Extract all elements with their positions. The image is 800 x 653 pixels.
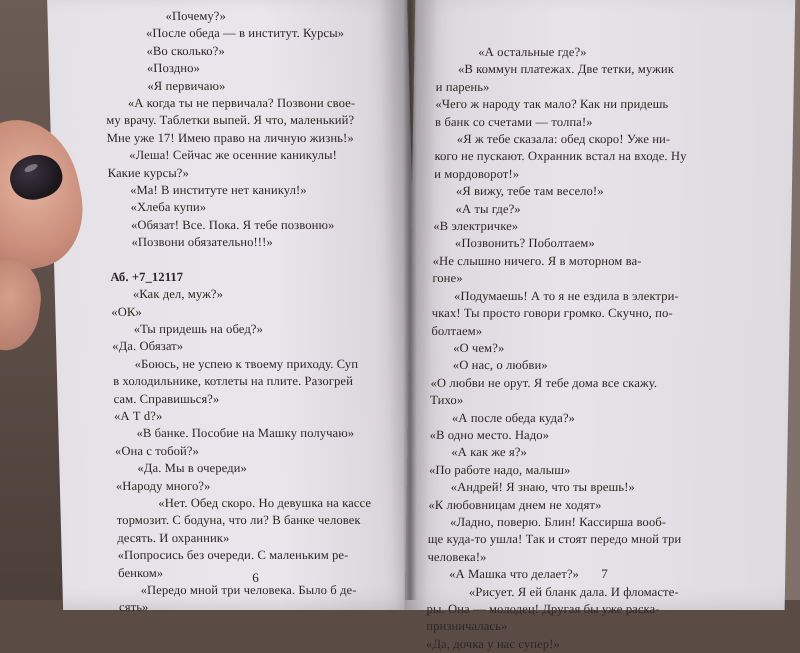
text-line: «Хлеба купи»	[130, 200, 207, 215]
text-line: «Да, дочка у нас супер!»	[425, 636, 561, 651]
text-line: «К любовницам днем не ходят»	[428, 497, 602, 512]
text-line: сам. Справишься?»	[113, 391, 220, 406]
text-line: «О чем?»	[453, 340, 505, 355]
text-line: призничалась»	[426, 619, 508, 634]
text-line: «А когда ты не первичала? Позвони свое-	[127, 96, 356, 111]
text-line: десять. И охранник»	[117, 530, 230, 545]
text-line: Мне уже 17! Имею право на личную жизнь!»	[106, 130, 354, 145]
text-line: «ОК»	[111, 304, 142, 319]
text-line: «Во сколько?»	[146, 43, 226, 58]
text-line: в холодильнике, котлеты на плите. Разогрей	[112, 374, 354, 389]
text-line: «Я первичаю»	[147, 78, 226, 93]
text-line: «Она с тобой?»	[114, 443, 200, 458]
text-line: гоне»	[432, 271, 463, 286]
text-line: «О любви не орут. Я тебе дома все скажу.	[430, 375, 658, 390]
text-line: ры. Она — молодец! Другая бы уже раска-	[426, 602, 660, 616]
right-page-text	[426, 44, 757, 653]
text-line: «А Т d?»	[113, 408, 163, 423]
text-line: «Я вижу, тебе там весело!»	[455, 184, 604, 199]
text-line: «Боюсь, не успею к твоему приходу. Суп	[134, 356, 359, 371]
text-line: кого не пускают. Охранник встал на входе. Ну	[434, 149, 687, 164]
finger	[0, 256, 46, 355]
text-line: «Как дел, муж?»	[132, 287, 224, 302]
text-line: «А ты где?»	[455, 201, 521, 216]
section-heading: Аб. +7_12117	[110, 269, 184, 284]
text-line: чках! Ты просто говори громко. Скучно, по-	[431, 306, 673, 321]
text-line: «Обязат! Все. Пока. Я тебе позвоню»	[130, 217, 335, 232]
text-line: «В банке. Пособие на Машку получаю»	[136, 426, 355, 441]
text-line: «Нет. Обед скоро. Но девушка на кассе	[158, 495, 372, 510]
text-line: тормозит. С бодуна, что ли? В банке человек	[116, 513, 361, 528]
text-line: «В электричке»	[433, 219, 519, 234]
text-line: Тихо»	[430, 393, 464, 408]
text-line: «Почему?»	[165, 9, 227, 23]
text-line: в банк со счетами — толпа!»	[434, 114, 593, 129]
text-line: «Да. Мы в очереди»	[137, 461, 248, 476]
text-line: Какие курсы?»	[107, 165, 190, 180]
left-page	[47, 0, 423, 615]
text-line: «О нас, о любви»	[452, 358, 548, 373]
text-line: болтаем»	[431, 323, 483, 338]
right-page	[405, 0, 796, 651]
text-line: «А после обеда куда?»	[451, 410, 576, 425]
text-line: «Не слышно ничего. Я в моторном ва-	[432, 253, 642, 268]
text-line: и мордоворот!»	[434, 166, 520, 181]
text-line: «В одно место. Надо»	[429, 427, 550, 442]
text-line: «Я ж тебе сказала: обед скоро! Уже ни-	[456, 132, 671, 147]
text-line: «Да. Обязат»	[112, 339, 184, 354]
text-line: «А как же я?»	[451, 445, 528, 460]
text-line: «Попросись без очереди. С маленьким ре-	[117, 548, 349, 563]
text-line: «Чего ж народу так мало? Как ни придешь	[435, 97, 669, 112]
text-line: «После обеда — в институт. Курсы»	[145, 26, 345, 41]
text-line: «В коммун платежах. Две тетки, мужик	[457, 62, 675, 77]
text-line: «Поздно»	[146, 61, 201, 76]
text-line: «Передо мной три человека. Было б де-	[140, 583, 357, 597]
text-line: и парень»	[435, 79, 490, 94]
text-line: «Рисует. Я ей бланк дала. И фломасте-	[468, 584, 679, 599]
text-line: ще куда-то ушла! Так и стоят передо мной три	[427, 532, 682, 547]
text-line: «А Машка что делает?»	[449, 567, 580, 582]
text-line: «Подумаешь! А то я не ездила в электри-	[453, 288, 679, 303]
text-line: «По работе надо, малыш»	[428, 462, 571, 477]
text-line: человека!»	[427, 549, 487, 564]
left-page-text	[103, 8, 409, 617]
text-line: «Народу много?»	[115, 478, 211, 493]
text-line: «Позвони обязательно!!!»	[131, 235, 273, 250]
text-line: «А остальные где?»	[478, 45, 587, 59]
text-line: му врачу. Таблетки выпей. Я что, маленький?	[106, 113, 355, 128]
text-line: «Ты придешь на обед?»	[133, 321, 264, 336]
text-line: «Позвонить? Поболтаем»	[454, 236, 595, 251]
text-line: «Ма! В институте нет каникул!»	[129, 183, 307, 198]
right-page-number: 7	[601, 566, 608, 581]
text-line: «Ладно, поверю. Блин! Кассирша вооб-	[450, 514, 667, 529]
text-line: сять»	[118, 600, 149, 615]
book-gutter	[403, 0, 417, 600]
text-line: «Андрей! Я знаю, что ты врешь!»	[450, 480, 636, 495]
left-page-number: 6	[252, 570, 259, 585]
text-line: «Леша! Сейчас же осенние каникулы!	[129, 148, 338, 163]
text-line: бенком»	[117, 565, 164, 580]
